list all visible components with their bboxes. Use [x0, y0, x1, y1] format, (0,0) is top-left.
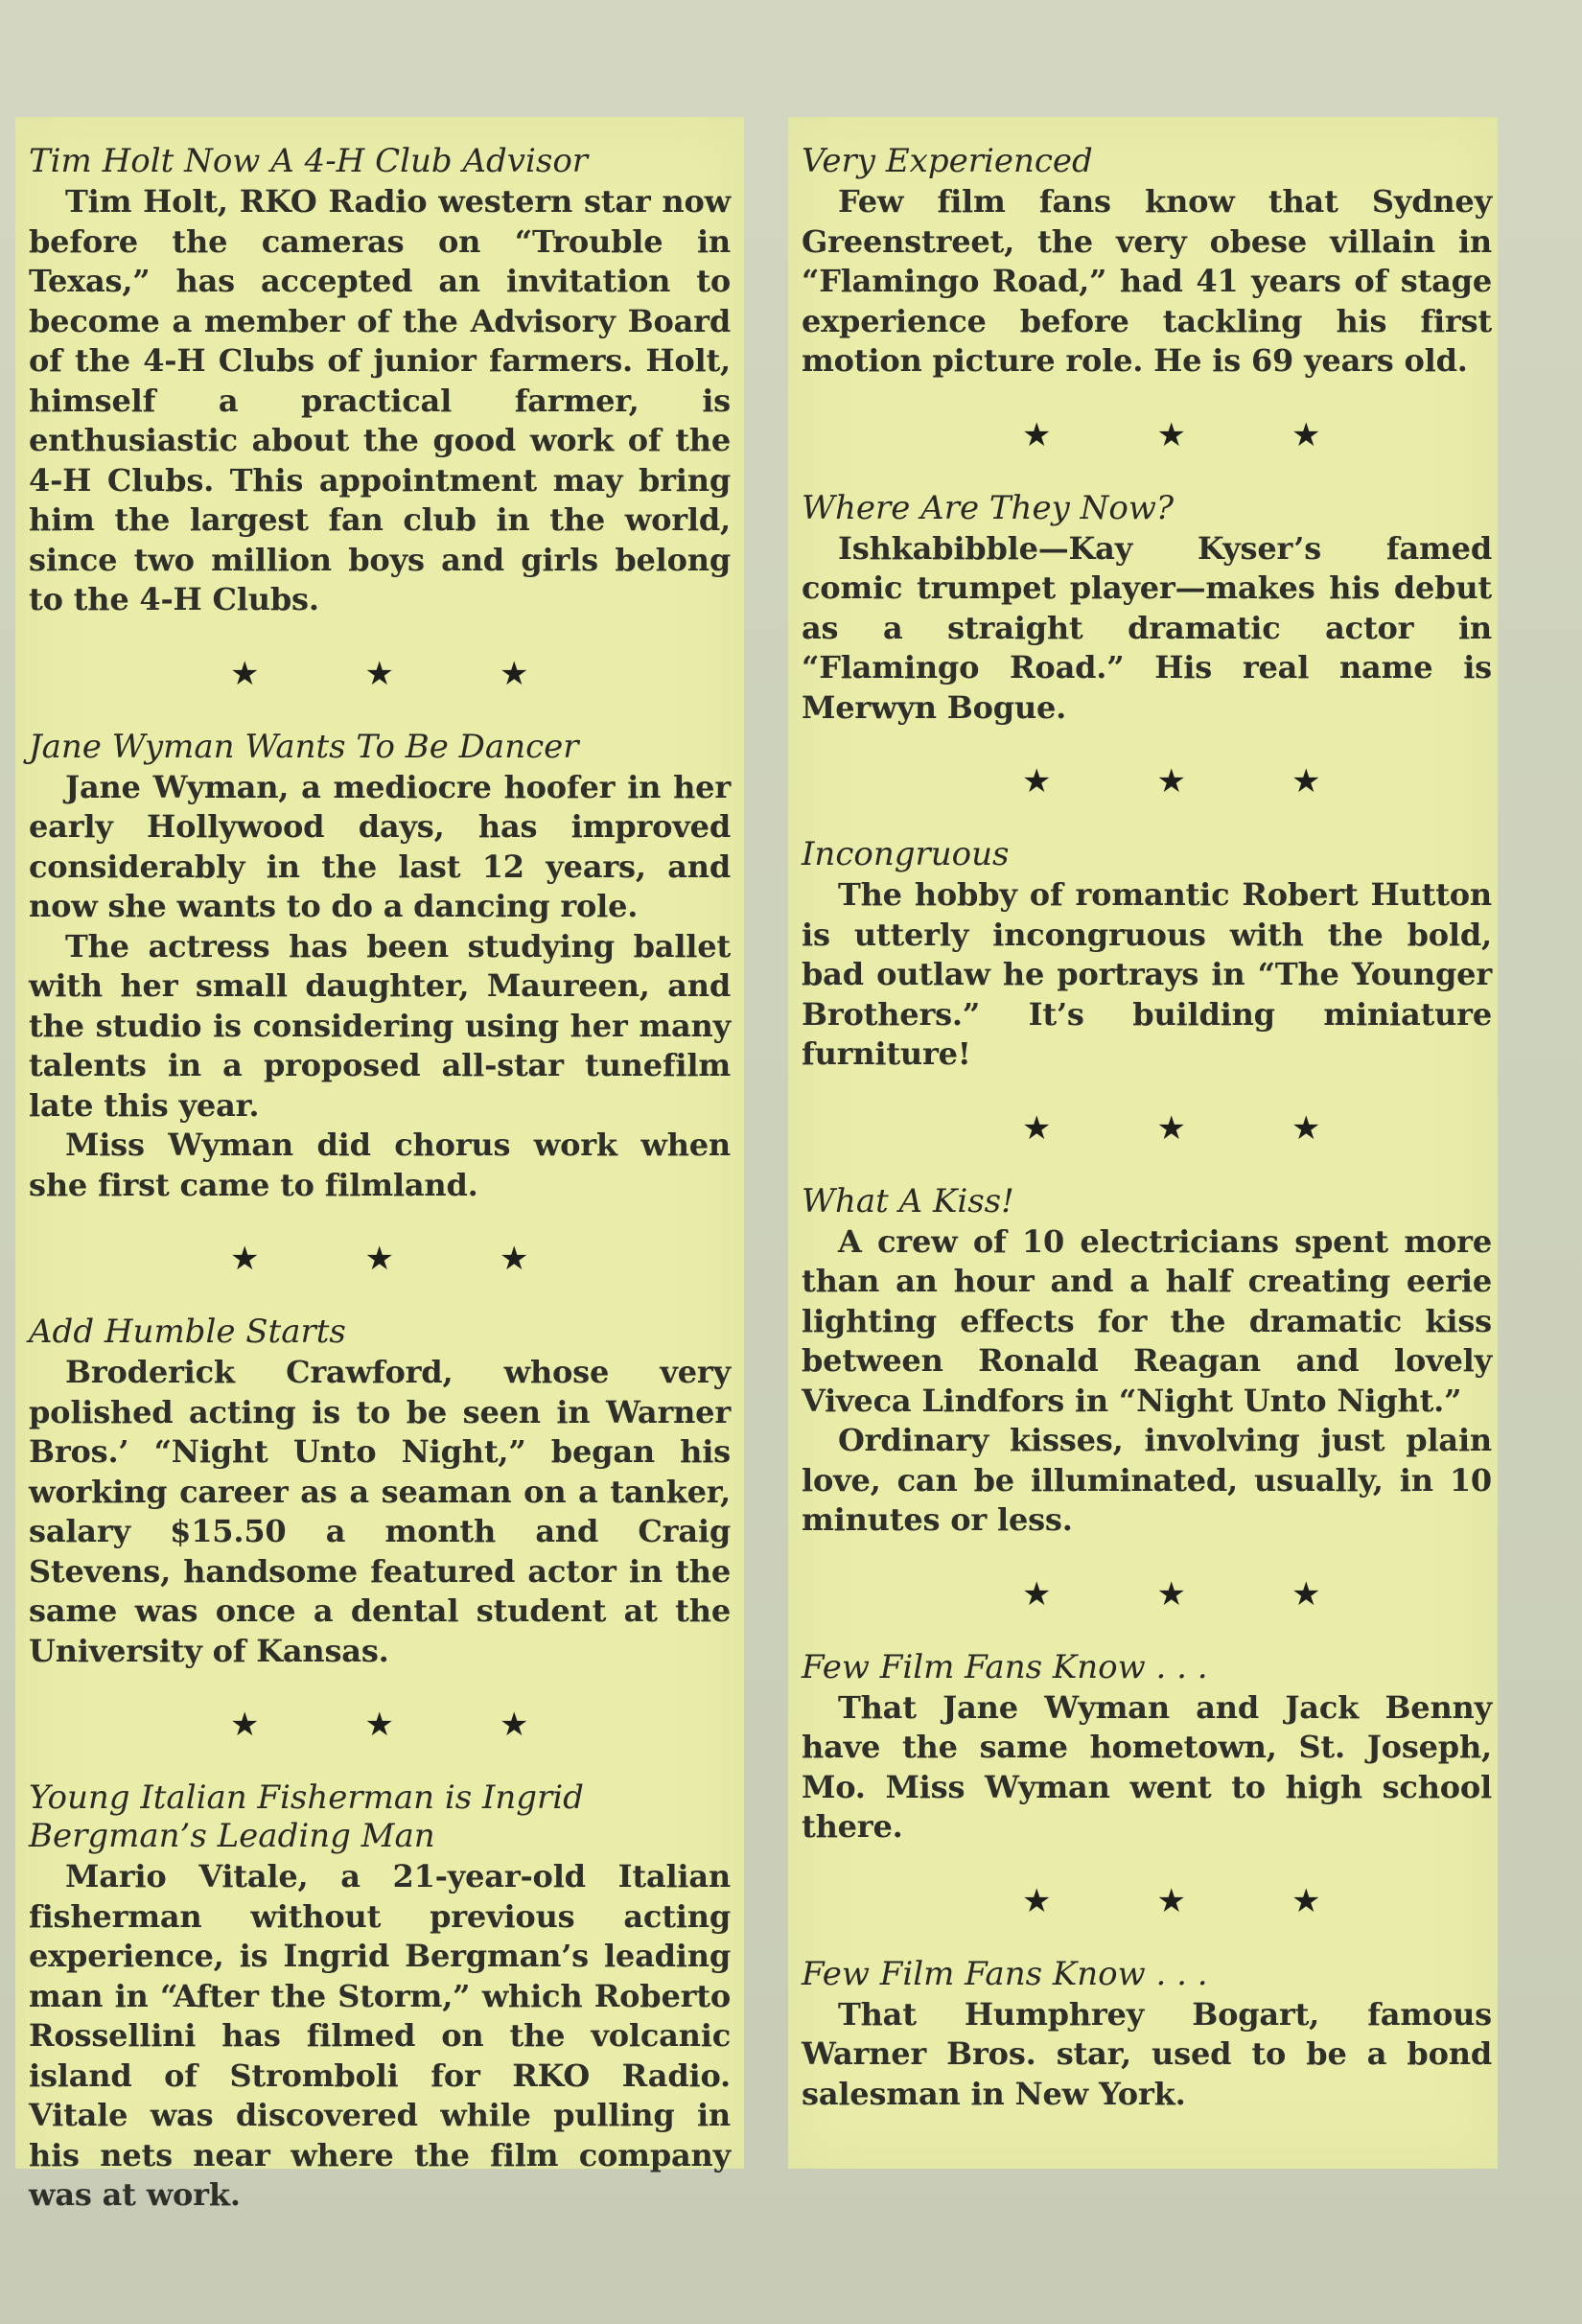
article-paragraph: Ordinary kisses, involving just plain love, can be illuminated, usually, in 10 minutes or less.: [802, 1422, 1492, 1538]
article-paragraph: That Jane Wyman and Jack Benny have the same hometown, St. Joseph, Mo. Miss Wyman went to high school there.: [802, 1688, 1492, 1845]
article-jane-wyman-dancer: [29, 728, 731, 1206]
article-paragraph: A crew of 10 electricians spent more than an hour and a half creating eerie lighting effects for the dramatic kiss between Ronald Reagan and lovely Viveca Lindfors in “Night Unto Night.”: [802, 1222, 1492, 1419]
article-tim-holt: [29, 142, 731, 620]
star-icon: ★: [499, 1240, 529, 1278]
article-very-experienced: [802, 142, 1492, 382]
left-column: [15, 117, 744, 2213]
article-headline: Very Experienced: [802, 142, 1093, 180]
star-icon: ★: [1156, 762, 1186, 801]
star-icon: ★: [1156, 1574, 1186, 1614]
star-separator: [29, 655, 731, 693]
star-icon: ★: [1291, 762, 1321, 801]
star-separator: [802, 416, 1492, 454]
star-icon: ★: [364, 1706, 394, 1744]
article-headline: Young Italian Fisherman is Ingrid Bergman’s Leading Man: [29, 1778, 584, 1855]
article-paragraph: That Humphrey Bogart, famous Warner Bros. star, used to be a bond salesman in New York.: [802, 1995, 1492, 2112]
article-italian-fisherman: [29, 1778, 731, 2216]
article-paragraph: Tim Holt, RKO Radio western star now before the cameras on “Trouble in Texas,” has accepted an invitation to become a member of the Advisory Board of the 4-H Clubs of junior farmers. Holt, himself a practical farmer, is enthusiastic about the good work of the 4-H Clubs. This appointment may bring him the largest fan club in the world, since two million boys and girls belong to the 4-H Clubs.: [29, 183, 731, 617]
article-paragraph: Few film fans know that Sydney Greenstreet, the very obese villain in “Flamingo Road,” had 41 years of stage experience before tackling his first motion picture role. He is 69 years old.: [802, 183, 1492, 379]
article-paragraph: The hobby of romantic Robert Hutton is utterly incongruous with the bold, bad outlaw he portrays in “The Younger Brothers.” It’s building miniature furniture!: [802, 876, 1492, 1072]
star-icon: ★: [230, 654, 260, 693]
star-separator: [29, 1706, 731, 1744]
star-separator: [802, 1109, 1492, 1148]
article-where-are-they-now: [802, 489, 1492, 729]
article-headline: Jane Wyman Wants To Be Dancer: [29, 727, 579, 766]
article-headline: What A Kiss!: [802, 1181, 1014, 1220]
article-paragraph: Ishkabibble—Kay Kyser’s famed comic trumpet player—makes his debut as a straight dramatic actor in “Flamingo Road.” His real name is Merwyn Bogue.: [802, 529, 1492, 726]
article-headline: Incongruous: [802, 835, 1010, 873]
star-icon: ★: [1156, 1881, 1186, 1920]
star-separator: [29, 1240, 731, 1278]
right-column: [788, 117, 1498, 2169]
star-icon: ★: [364, 654, 394, 693]
star-icon: ★: [1156, 415, 1186, 454]
star-icon: ★: [1291, 1881, 1321, 1920]
article-humble-starts: [29, 1313, 731, 1671]
star-icon: ★: [499, 1706, 529, 1744]
article-headline: Tim Holt Now A 4-H Club Advisor: [29, 142, 589, 180]
star-icon: ★: [1291, 1574, 1321, 1614]
star-separator: [802, 762, 1492, 801]
star-icon: ★: [364, 1240, 394, 1278]
article-headline: Few Film Fans Know . . .: [802, 1647, 1208, 1686]
article-headline: Few Film Fans Know . . .: [802, 1954, 1208, 1993]
article-paragraph: Jane Wyman, a mediocre hoofer in her early Hollywood days, has improved considerably in the last 12 years, and now she wants to do a dancing role.: [29, 768, 731, 924]
article-paragraph: The actress has been studying ballet with her small daughter, Maureen, and the studio is considering using her many talents in a proposed all-star tunefilm late this year.: [29, 927, 731, 1124]
star-icon: ★: [1291, 1108, 1321, 1148]
star-icon: ★: [1022, 762, 1052, 801]
star-icon: ★: [499, 654, 529, 693]
article-few-film-fans-wyman: [802, 1648, 1492, 1848]
article-paragraph: Broderick Crawford, whose very polished acting is to be seen in Warner Bros.’ “Night Unto Night,” began his working career as a seaman on a tanker, salary $15.50 a month and Craig Stevens, handsome featured actor in the same was once a dental student at the University of Kansas.: [29, 1354, 731, 1669]
article-headline: Where Are They Now?: [802, 488, 1175, 527]
article-what-a-kiss: [802, 1182, 1492, 1541]
star-icon: ★: [1156, 1108, 1186, 1148]
star-icon: ★: [1022, 1881, 1052, 1920]
star-icon: ★: [1022, 1108, 1052, 1148]
star-icon: ★: [1022, 1574, 1052, 1614]
star-icon: ★: [230, 1706, 260, 1744]
star-separator: [802, 1882, 1492, 1920]
star-icon: ★: [230, 1240, 260, 1278]
article-paragraph: Miss Wyman did chorus work when she first came to filmland.: [29, 1127, 731, 1203]
article-paragraph: Mario Vitale, a 21-year-old Italian fisherman without previous acting experience, is Ingrid Bergman’s leading man in “After the Storm,” which Roberto Rossellini has filmed on the volcanic island of Stromboli for RKO Radio. Vitale was discovered while pulling in his nets near where the film company was at work.: [29, 1858, 731, 2213]
article-few-film-fans-bogart: [802, 1955, 1492, 2115]
star-icon: ★: [1291, 415, 1321, 454]
star-icon: ★: [1022, 415, 1052, 454]
article-incongruous: [802, 835, 1492, 1075]
star-separator: [802, 1575, 1492, 1614]
article-headline: Add Humble Starts: [29, 1313, 346, 1351]
